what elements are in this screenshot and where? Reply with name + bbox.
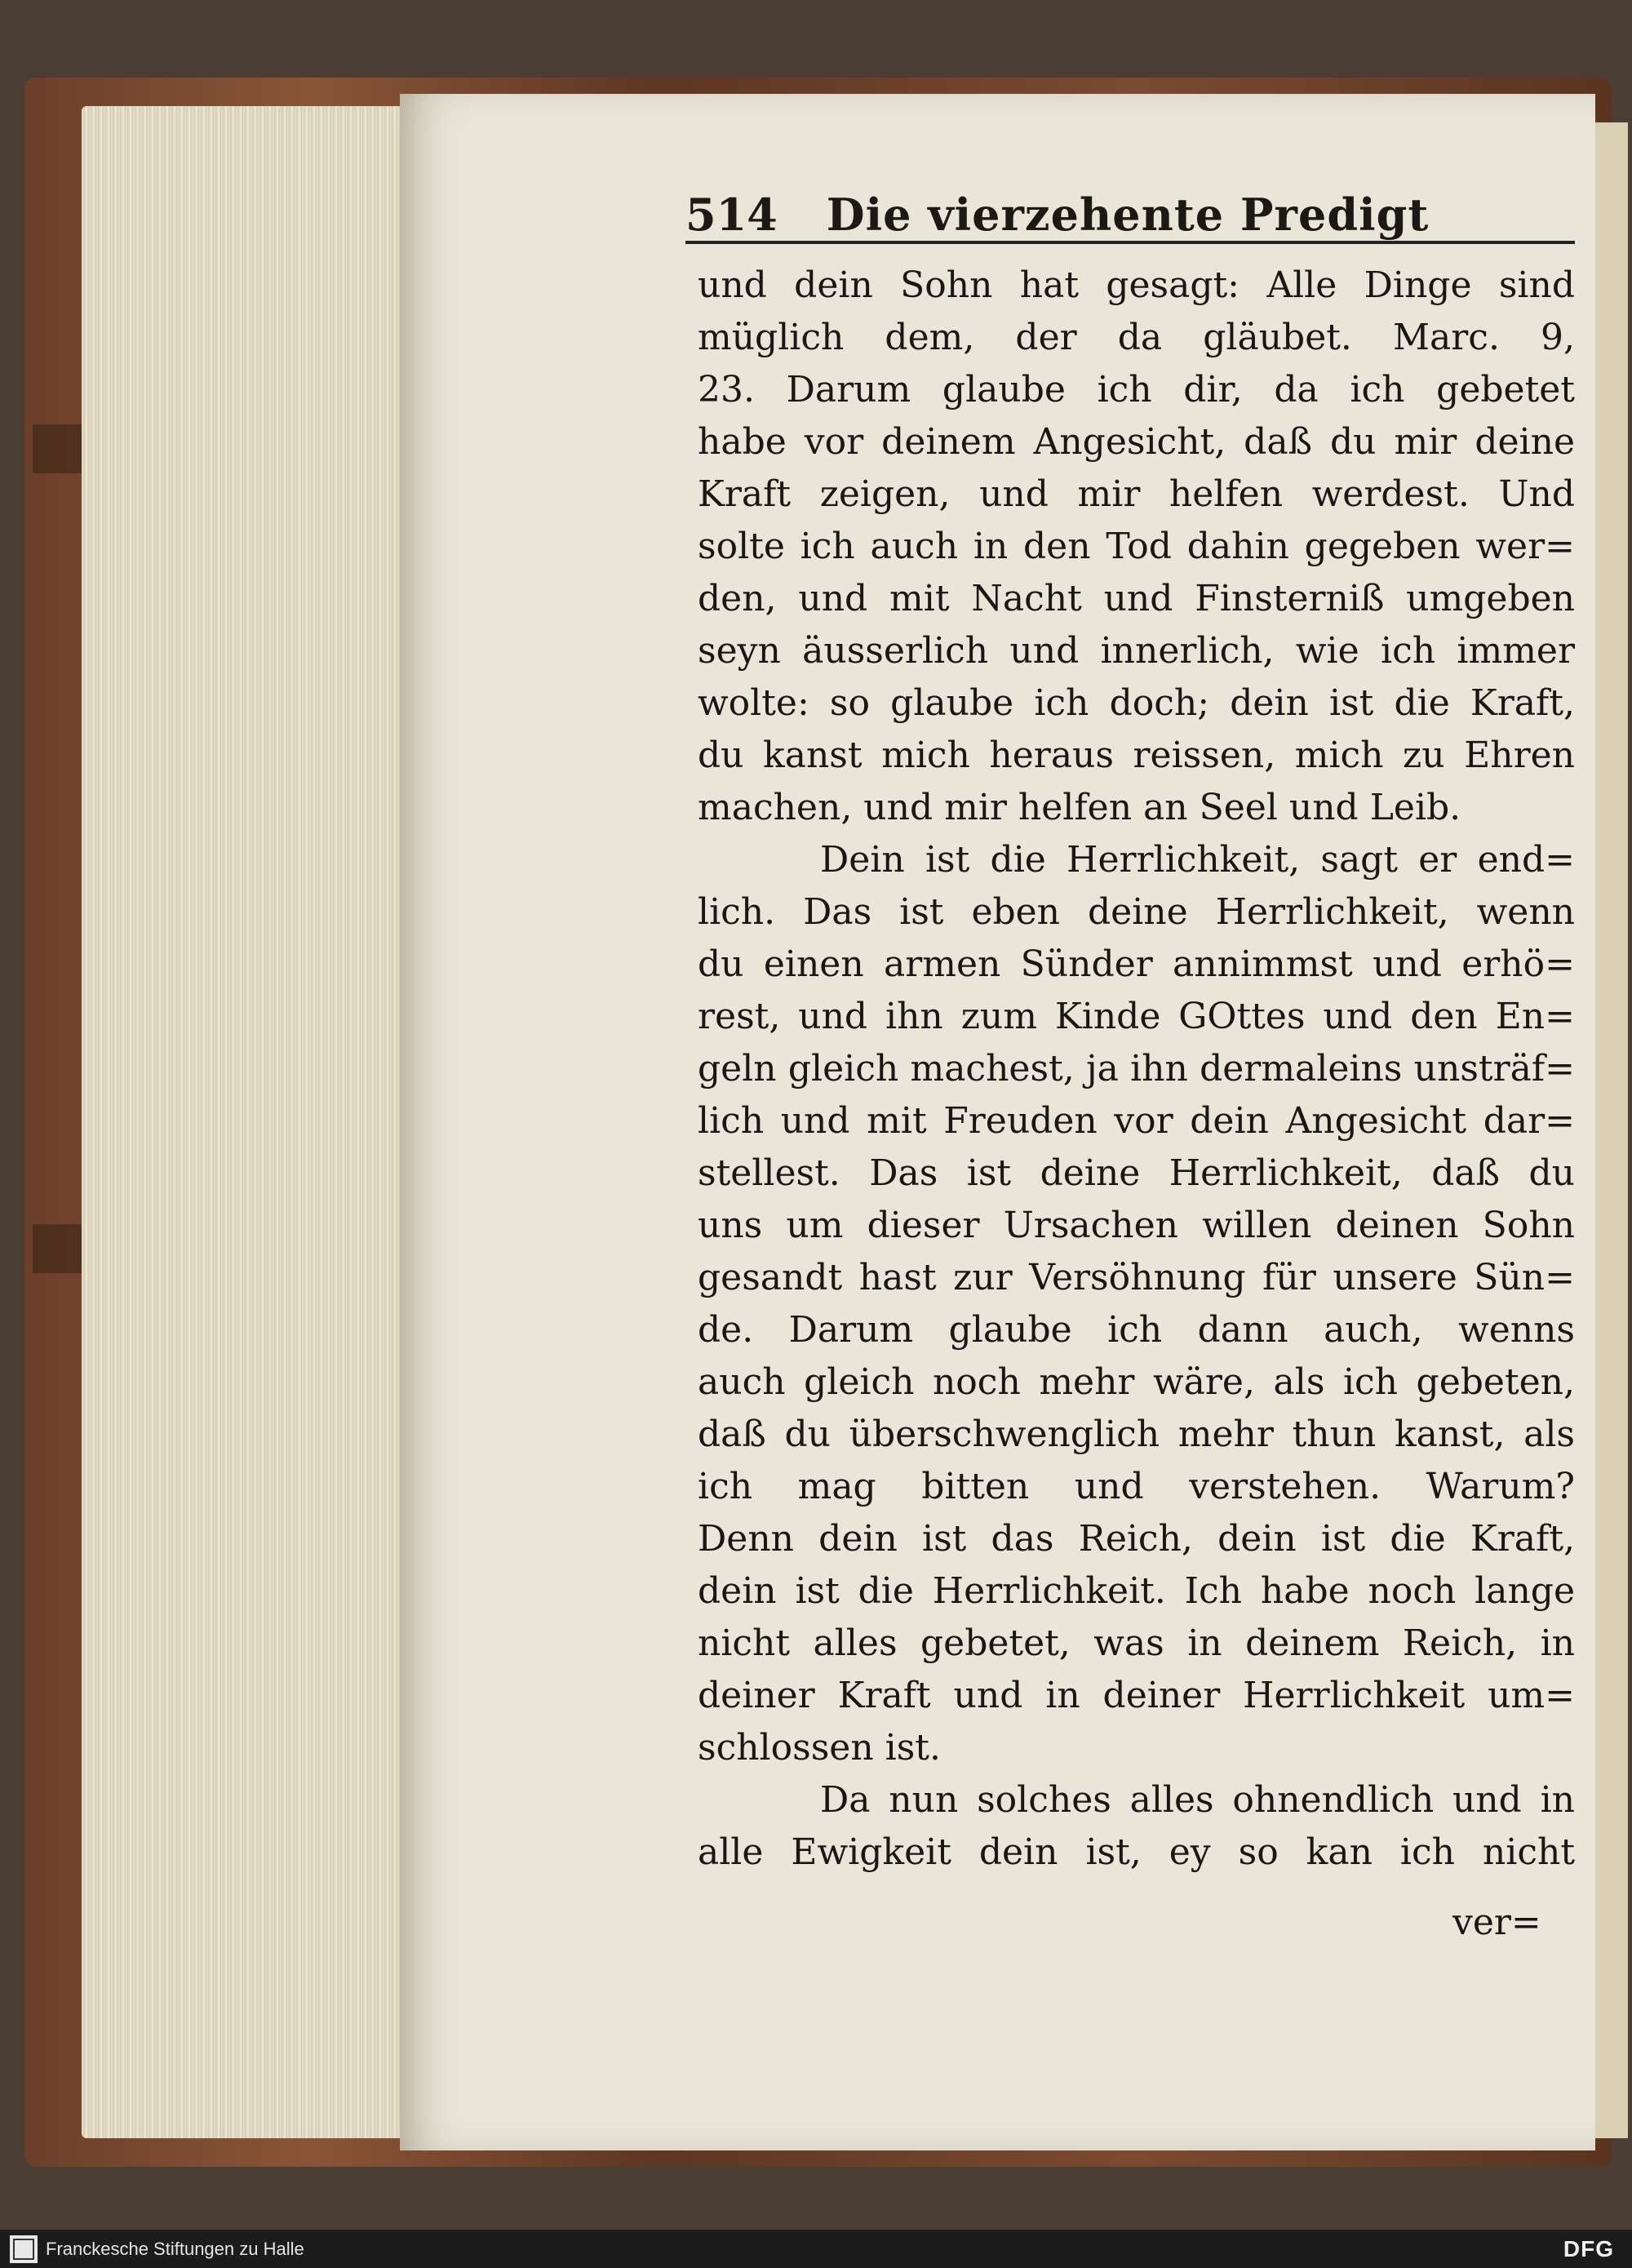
text-line: du einen armen Sünder annimmst und erhö= <box>698 943 1575 985</box>
text-line: Dein ist die Herrlichkeit, sagt er end= <box>820 839 1575 881</box>
text-line: nicht alles gebetet, was in deinem Reich, in <box>698 1622 1575 1664</box>
text-line: machen, und mir helfen an Seel und Leib. <box>698 787 1461 828</box>
text-line: de. Darum glaube ich dann auch, wenns <box>698 1309 1575 1351</box>
text-line: stellest. Das ist deine Herrlichkeit, daß du <box>698 1152 1575 1194</box>
text-line: auch gleich noch mehr wäre, als ich gebeten, <box>698 1361 1575 1403</box>
text-line: Da nun solches alles ohnendlich und in <box>820 1779 1575 1821</box>
text-line: rest, und ihn zum Kinde GOttes und den En= <box>698 996 1575 1037</box>
text-line: Kraft zeigen, und mir helfen werdest. Und <box>698 473 1575 515</box>
text-line: und dein Sohn hat gesagt: Alle Dinge sind <box>698 264 1575 306</box>
text-line: geln gleich machest, ja ihn dermaleins unsträf= <box>698 1048 1575 1090</box>
text-line: wolte: so glaube ich doch; dein ist die Kraft, <box>698 682 1575 724</box>
text-line: den, und mit Nacht und Finsterniß umgeben <box>698 578 1575 619</box>
catchword: ver= <box>1452 1902 1541 1943</box>
text-line: lich und mit Freuden vor dein Angesicht dar= <box>698 1100 1575 1142</box>
footer-bar <box>0 2230 1632 2268</box>
text-line: gesandt hast zur Versöhnung für unsere Sün= <box>698 1257 1575 1298</box>
page-stack <box>82 106 408 2138</box>
text-line: seyn äusserlich und innerlich, wie ich immer <box>698 630 1575 672</box>
institution-logo-icon <box>10 2235 38 2263</box>
text-line: schlossen ist. <box>698 1727 941 1769</box>
text-line: alle Ewigkeit dein ist, ey so kan ich nicht <box>698 1831 1575 1873</box>
text-line: du kanst mich heraus reissen, mich zu Ehren <box>698 735 1575 776</box>
text-line: ich mag bitten und verstehen. Warum? <box>698 1466 1575 1507</box>
page-number: 514 <box>685 189 778 241</box>
text-line: solte ich auch in den Tod dahin gegeben wer= <box>698 526 1575 567</box>
institution-name: Franckesche Stiftungen zu Halle <box>46 2238 304 2259</box>
text-line: uns um dieser Ursachen willen deinen Sohn <box>698 1205 1575 1246</box>
page-header <box>685 184 1575 244</box>
text-line: habe vor deinem Angesicht, daß du mir deine <box>698 421 1575 463</box>
text-line: 23. Darum glaube ich dir, da ich gebetet <box>698 369 1575 411</box>
body-text <box>698 260 1575 1990</box>
text-line: müglich dem, der da gläubet. Marc. 9, <box>698 317 1575 358</box>
text-line: lich. Das ist eben deine Herrlichkeit, wenn <box>698 891 1575 933</box>
facing-page-edge <box>1595 122 1628 2138</box>
dfg-logo: DFG <box>1563 2235 1614 2261</box>
text-line: dein ist die Herrlichkeit. Ich habe noch lange <box>698 1570 1575 1612</box>
text-line: daß du überschwenglich mehr thun kanst, als <box>698 1414 1575 1455</box>
text-line: Denn dein ist das Reich, dein ist die Kraft, <box>698 1518 1575 1560</box>
footer-left <box>10 2235 304 2263</box>
running-head: Die vierzehente Predigt <box>826 189 1430 241</box>
text-line: deiner Kraft und in deiner Herrlichkeit um= <box>698 1675 1575 1716</box>
